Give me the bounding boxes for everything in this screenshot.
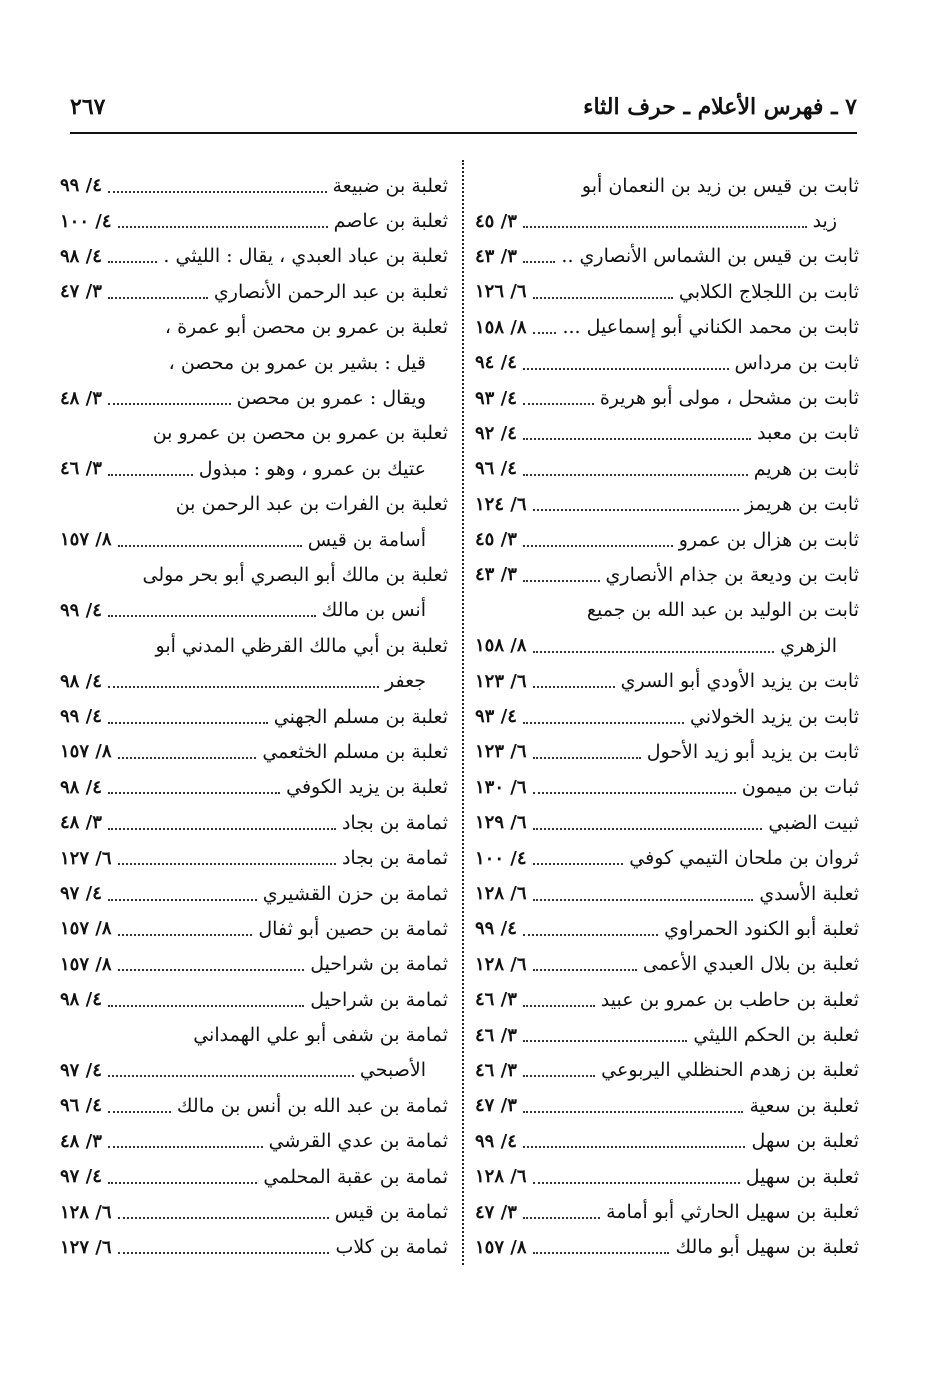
index-entry — [475, 805, 859, 840]
entry-name: ثعلبة بن عبد الرحمن الأنصاري — [213, 280, 448, 303]
leader-dots — [533, 489, 739, 511]
leader-dots — [533, 312, 557, 334]
entry-name: ثعلبة بن عاصم — [333, 210, 448, 233]
entry-name: أسامة بن قيس — [307, 528, 426, 551]
index-entry — [60, 1230, 448, 1265]
entry-reference: ٦/ ١٢٧ — [60, 847, 112, 869]
entry-name: ثعلبة بن مسلم الجهني — [273, 705, 448, 728]
index-entry — [60, 593, 448, 628]
index-entry-continued — [60, 487, 448, 522]
entry-name: ثمامة بن حزن القشيري — [262, 882, 448, 905]
entry-name: ثعلبة بن مسلم الخثعمي — [262, 740, 448, 763]
index-entry — [475, 1159, 859, 1194]
index-entry — [475, 734, 859, 769]
leader-dots — [523, 348, 729, 370]
index-entry — [475, 310, 859, 345]
entry-name: ثعلبة بن عمرو بن محصن بن عمرو بن — [152, 422, 448, 445]
entry-name: ثعلبة بن سهيل — [745, 1165, 859, 1188]
entry-name: ثمامة بن عقبة المحلمي — [263, 1165, 448, 1188]
entry-name: ثعلبة أبو الكنود الحمراوي — [664, 917, 859, 940]
entry-name: ثابت بن يزيد الأودي أبو السري — [620, 670, 859, 693]
entry-name: عتيك بن عمرو ، وهو : مبذول — [198, 457, 426, 480]
entry-name: ثعلبة بن عباد العبدي ، يقال : الليثي . — [163, 245, 448, 268]
leader-dots — [533, 277, 673, 299]
leader-dots — [523, 418, 751, 440]
leader-dots — [533, 631, 775, 653]
entry-name: ثمامة بن بجاد — [341, 847, 448, 870]
entry-reference: ٦/ ١٢٤ — [475, 493, 527, 515]
index-entry — [60, 380, 448, 415]
leader-dots — [108, 1126, 263, 1148]
leader-dots — [523, 454, 748, 476]
leader-dots — [108, 595, 316, 617]
entry-reference: ٣/ ٤٧ — [475, 1095, 517, 1117]
entry-reference: ٤/ ١٠٠ — [475, 847, 527, 869]
entry-name: الزهري — [780, 634, 837, 657]
leader-dots — [533, 808, 763, 830]
entry-name: ثعلبة الأسدي — [759, 882, 859, 905]
entry-name: ويقال : عمرو بن محصن — [236, 387, 426, 410]
entry-name: ثعلبة بن الحكم الليثي — [693, 1024, 859, 1047]
index-entry — [475, 1088, 859, 1123]
page-number: ٢٦٧ — [70, 94, 106, 120]
index-entry — [60, 1124, 448, 1159]
leader-dots — [108, 1055, 354, 1077]
index-entry — [475, 699, 859, 734]
entry-name: ثروان بن ملحان التيمي كوفي — [629, 847, 859, 870]
entry-name: أنس بن مالك — [321, 599, 426, 622]
index-entry-continued — [60, 345, 448, 380]
entry-name: ثابت بن اللجلاج الكلابي — [678, 280, 859, 303]
leader-dots — [533, 737, 641, 759]
entry-reference: ٦/ ١٢٨ — [60, 1201, 112, 1223]
entry-reference: ٤/ ٩٤ — [475, 352, 517, 374]
entry-reference: ٤/ ٩٣ — [475, 387, 517, 409]
page-header — [70, 92, 857, 134]
index-entry — [475, 557, 859, 592]
index-entry — [475, 380, 859, 415]
leader-dots — [523, 560, 600, 582]
leader-dots — [523, 914, 658, 936]
entry-name: ثمامة بن حصين أبو ثفال — [258, 917, 448, 940]
entry-name: ثمامة بن شراحيل — [310, 988, 448, 1011]
entry-reference: ٤/ ٩٢ — [475, 422, 517, 444]
entry-reference: ٨/ ١٥٨ — [475, 316, 527, 338]
leader-dots — [533, 772, 736, 794]
leader-dots — [108, 666, 379, 688]
index-entry — [60, 274, 448, 309]
index-entry — [475, 663, 859, 698]
entry-name: ثابت بن هريم — [753, 457, 859, 480]
entry-reference: ٤/ ٩٦ — [475, 458, 517, 480]
entry-name: ثبيت الضبي — [768, 811, 859, 834]
leader-dots — [108, 277, 208, 299]
leader-dots — [118, 949, 305, 971]
entry-reference: ٤/ ٩٧ — [60, 883, 102, 904]
leader-dots — [523, 241, 556, 263]
entry-reference: ٤/ ٩٩ — [60, 599, 102, 621]
index-entry — [475, 203, 859, 238]
leader-dots — [523, 206, 807, 228]
entry-name: ثعلبة بن الفرات بن عبد الرحمن بن — [175, 493, 448, 516]
entry-reference: ٦/ ١٢٩ — [475, 812, 527, 834]
leader-dots — [108, 1091, 171, 1113]
index-entry — [60, 699, 448, 734]
index-entry-continued — [475, 593, 859, 628]
entry-name: ثابت بن قيس بن زيد بن النعمان أبو — [581, 174, 859, 197]
entry-reference: ٣/ ٤٦ — [475, 1059, 517, 1081]
index-entry — [60, 840, 448, 875]
entry-reference: ٨/ ١٥٧ — [60, 741, 112, 763]
entry-name: ثابت بن هريمز — [744, 493, 859, 516]
index-entry — [60, 239, 448, 274]
index-entry — [475, 451, 859, 486]
entry-reference: ٦/ ١٣٠ — [475, 776, 527, 798]
entry-name: ثعلبة بن سعية — [749, 1094, 859, 1117]
entry-reference: ٤/ ٩٨ — [60, 245, 102, 267]
leader-dots — [108, 772, 280, 794]
index-entry — [60, 734, 448, 769]
entry-reference: ٣/ ٤٧ — [475, 1201, 517, 1223]
index-entry — [475, 1230, 859, 1265]
entry-name: ثابت بن يزيد أبو زيد الأحول — [646, 740, 859, 763]
entry-reference: ٤/ ٩٨ — [60, 989, 102, 1011]
leader-dots — [533, 1162, 740, 1184]
entry-name: ثعلبة بن سهيل الحارثي أبو أمامة — [606, 1201, 859, 1224]
entry-name: ثمامة بن عبد الله بن أنس بن مالك — [176, 1094, 448, 1117]
index-entry — [60, 911, 448, 946]
index-entry-continued — [60, 557, 448, 592]
entry-name: ثابت بن يزيد الخولاني — [689, 705, 859, 728]
index-entry — [475, 876, 859, 911]
entry-name: ثعلبة بن مالك أبو البصري أبو بحر مولى — [142, 563, 448, 586]
entry-reference: ٦/ ١٢٨ — [475, 883, 527, 904]
leader-dots — [108, 383, 231, 405]
leader-dots — [523, 1197, 600, 1219]
entry-name: ثبات بن ميمون — [741, 776, 859, 799]
index-entry — [60, 451, 448, 486]
leader-dots — [108, 808, 336, 830]
index-entry — [475, 274, 859, 309]
leader-dots — [108, 985, 304, 1007]
entry-reference: ٣/ ٤٣ — [475, 564, 517, 586]
index-entry — [60, 982, 448, 1017]
entry-name: ثمامة بن عدي القرشي — [268, 1130, 448, 1153]
leader-dots — [108, 454, 193, 476]
entry-name: ثعلبة بن بلال العبدي الأعمى — [642, 953, 859, 976]
index-entry — [60, 947, 448, 982]
leader-dots — [108, 879, 257, 901]
entry-reference: ٦/ ١٢٨ — [475, 1166, 527, 1188]
entry-name: ثعلبة بن يزيد الكوفي — [286, 776, 448, 799]
entry-reference: ٤/ ٩٨ — [60, 670, 102, 692]
entry-reference: ٨/ ١٥٨ — [475, 635, 527, 657]
leader-dots — [523, 1020, 687, 1042]
index-entry-continued — [60, 1017, 448, 1052]
entry-reference: ٤/ ٩٩ — [475, 918, 517, 940]
index-entry — [60, 168, 448, 203]
entry-name: ثعلبة بن ضبيعة — [332, 174, 448, 197]
index-entry — [475, 522, 859, 557]
entry-name: ثعلبة بن أبي مالك القرظي المدني أبو — [155, 634, 448, 657]
entry-name: ثابت بن قيس بن الشماس الأنصاري .. — [561, 245, 859, 268]
index-entry — [60, 876, 448, 911]
entry-reference: ٤/ ٩٧ — [60, 1166, 102, 1188]
entry-reference: ٨/ ١٥٧ — [60, 529, 112, 551]
index-entry — [60, 203, 448, 238]
entry-reference: ٣/ ٤٨ — [60, 1130, 102, 1152]
leader-dots — [533, 666, 615, 688]
index-entry — [60, 1088, 448, 1123]
leader-dots — [533, 1232, 670, 1254]
entry-name: ثعلبة بن عمرو بن محصن أبو عمرة ، — [164, 316, 448, 339]
entry-reference: ٨/ ١٥٧ — [60, 953, 112, 975]
leader-dots — [108, 702, 268, 724]
leader-dots — [108, 241, 158, 263]
entry-name: ثعلبة بن سهيل أبو مالك — [675, 1236, 859, 1259]
entry-reference: ٦/ ١٢٣ — [475, 670, 527, 692]
leader-dots — [523, 525, 673, 547]
entry-reference: ٤/ ٩٩ — [60, 706, 102, 728]
leader-dots — [118, 1197, 329, 1219]
entry-name: ثابت بن الوليد بن عبد الله بن جميع — [586, 599, 859, 622]
entry-reference: ٤/ ٩٧ — [60, 1059, 102, 1081]
entry-name: ثعلبة بن زهدم الحنظلي اليربوعي — [601, 1059, 859, 1082]
entry-name: ثعلبة بن سهل — [751, 1130, 859, 1153]
leader-dots — [118, 914, 253, 936]
entry-name: ثمامة بن شراحيل — [310, 953, 448, 976]
index-entry — [475, 1124, 859, 1159]
entry-name: ثابت بن هزال بن عمرو — [678, 528, 859, 551]
entry-name: ثمامة بن شفى أبو علي الهمداني — [193, 1024, 448, 1047]
entry-reference: ٣/ ٤٦ — [60, 458, 102, 480]
index-entry — [475, 239, 859, 274]
entry-name: جعفر — [384, 670, 426, 693]
entry-name: ثعلبة بن حاطب بن عمرو بن عبيد — [600, 988, 859, 1011]
entry-name: ثابت بن وديعة بن جذام الأنصاري — [605, 563, 859, 586]
index-entry — [60, 1159, 448, 1194]
index-entry — [60, 663, 448, 698]
index-entry — [475, 1017, 859, 1052]
leader-dots — [533, 879, 754, 901]
entry-reference: ٣/ ٤٥ — [475, 210, 517, 232]
entry-reference: ٤/ ٩٩ — [475, 1130, 517, 1152]
leader-dots — [523, 702, 684, 724]
entry-name: زيد — [812, 210, 837, 233]
index-entry — [475, 487, 859, 522]
entry-reference: ٤/ ٩٦ — [60, 1095, 102, 1117]
leader-dots — [533, 949, 637, 971]
index-entry — [475, 416, 859, 451]
entry-reference: ٣/ ٤٣ — [475, 245, 517, 267]
leader-dots — [108, 1162, 258, 1184]
index-entry — [60, 1053, 448, 1088]
entry-name: ثابت بن محمد الكناني أبو إسماعيل ... — [562, 316, 859, 339]
index-entry — [60, 770, 448, 805]
leader-dots — [533, 843, 624, 865]
leader-dots — [118, 206, 328, 228]
index-entry — [475, 982, 859, 1017]
entry-reference: ٤/ ٩٩ — [60, 175, 102, 197]
leader-dots — [523, 1091, 744, 1113]
entry-reference: ٣/ ٤٦ — [475, 1024, 517, 1046]
entry-reference: ٨/ ١٥٧ — [475, 1236, 527, 1258]
entry-reference: ٦/ ١٢٦ — [475, 281, 527, 303]
index-entry-continued — [475, 168, 859, 203]
leader-dots — [108, 171, 327, 193]
column-divider — [462, 160, 464, 1265]
leader-dots — [523, 383, 594, 405]
entry-name: قيل : بشير بن عمرو بن محصن ، — [168, 351, 426, 374]
leader-dots — [523, 1126, 746, 1148]
entry-name: الأصبحي — [359, 1059, 426, 1082]
entry-name: ثمامة بن بجاد — [341, 811, 448, 834]
index-entry-continued — [60, 310, 448, 345]
entry-reference: ٣/ ٤٨ — [60, 812, 102, 834]
leader-dots — [118, 525, 302, 547]
page-title: ٧ ـ فهرس الأعلام ـ حرف الثاء — [583, 94, 857, 120]
entry-reference: ٣/ ٤٨ — [60, 387, 102, 409]
leader-dots — [523, 1055, 595, 1077]
index-entry-continued — [60, 628, 448, 663]
entry-reference: ٣/ ٤٦ — [475, 989, 517, 1011]
index-entry — [475, 1194, 859, 1229]
index-entry — [475, 628, 859, 663]
entry-reference: ٤/ ١٠٠ — [60, 210, 112, 232]
index-entry — [475, 840, 859, 875]
leader-dots — [118, 1232, 330, 1254]
entry-reference: ٦/ ١٢٧ — [60, 1236, 112, 1258]
entry-name: ثابت بن معبد — [757, 422, 859, 445]
entry-reference: ٦/ ١٢٣ — [475, 741, 527, 763]
leader-dots — [118, 737, 257, 759]
index-column-right — [475, 168, 859, 1265]
index-entry — [60, 1194, 448, 1229]
entry-reference: ٣/ ٤٥ — [475, 529, 517, 551]
index-column-left — [60, 168, 448, 1265]
index-entry — [475, 770, 859, 805]
index-entry — [475, 345, 859, 380]
entry-name: ثمامة بن كلاب — [335, 1236, 448, 1259]
index-entry — [475, 911, 859, 946]
index-entry — [475, 947, 859, 982]
index-entry-continued — [60, 416, 448, 451]
entry-name: ثمامة بن قيس — [334, 1201, 448, 1224]
index-entry — [475, 1053, 859, 1088]
index-entry — [60, 805, 448, 840]
entry-reference: ٤/ ٩٣ — [475, 706, 517, 728]
index-entry — [60, 522, 448, 557]
leader-dots — [523, 985, 595, 1007]
leader-dots — [118, 843, 336, 865]
entry-name: ثابت بن مرداس — [734, 351, 859, 374]
entry-name: ثابت بن مشحل ، مولى أبو هريرة — [599, 387, 859, 410]
entry-reference: ٦/ ١٢٨ — [475, 953, 527, 975]
entry-reference: ٣/ ٤٧ — [60, 281, 102, 303]
entry-reference: ٤/ ٩٨ — [60, 776, 102, 798]
entry-reference: ٨/ ١٥٧ — [60, 918, 112, 940]
